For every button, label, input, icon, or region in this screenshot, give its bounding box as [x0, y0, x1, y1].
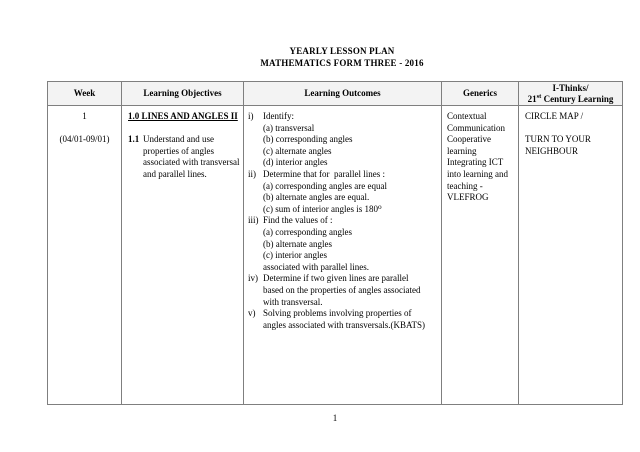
outcome-item-v — [248, 308, 439, 331]
objective-item — [128, 134, 241, 180]
spacer-line — [50, 123, 119, 135]
generics-cell: Contextual Communication Cooperative learning Integrating ICT into learning and teaching - VLEFROG — [442, 106, 519, 405]
objective-item-number: 1.1 — [128, 134, 140, 145]
title-line-1: YEARLY LESSON PLAN — [289, 46, 395, 56]
outcome-marker-v: v) — [248, 308, 256, 319]
outcome-item-iv — [248, 273, 439, 308]
header-learning-outcomes: Learning Outcomes — [244, 82, 442, 106]
header-week: Week — [48, 82, 122, 106]
outcome-item-ii — [248, 169, 439, 215]
table-header-row — [48, 82, 623, 106]
lesson-plan-table — [47, 81, 623, 405]
header-learning-objectives: Learning Objectives — [122, 82, 244, 106]
header-ithinks — [519, 82, 623, 106]
objective-item-text: Understand and use properties of angles associated with transversal and parallel lines. — [143, 134, 240, 179]
outcome-text-iv: Determine if two given lines are parallel based on the properties of angles associated with transversal. — [263, 273, 421, 307]
outcome-text-i: Identify: (a) transversal (b) corresponding angles (c) alternate angles (d) interior angles — [263, 111, 353, 168]
week-cell — [48, 106, 122, 405]
header-ithinks-line2: 21st Century Learning — [527, 92, 614, 104]
week-dates: (04/01-09/01) — [59, 134, 110, 145]
outcome-marker-ii: ii) — [248, 168, 256, 179]
page-title — [54, 45, 630, 69]
table-row-week1 — [48, 106, 623, 405]
objectives-topic-heading: 1.0 LINES AND ANGLES II — [128, 111, 238, 121]
header-generics: Generics — [442, 82, 519, 106]
week-number: 1 — [82, 111, 87, 121]
outcome-marker-iv: iv) — [248, 273, 258, 284]
outcome-item-i — [248, 111, 439, 169]
outcome-item-iii — [248, 215, 439, 273]
outcome-text-iii: Find the values of : (a) corresponding angles (b) alternate angles (c) interior angles associated with parallel lines. — [263, 215, 369, 272]
header-ithinks-line1: I-Thinks/ — [552, 83, 589, 93]
ithinks-cell: CIRCLE MAP / TURN TO YOUR NEIGHBOUR — [519, 106, 623, 405]
outcome-marker-i: i) — [248, 111, 254, 121]
outcome-text-v: Solving problems involving properties of angles associated with transversals.(KBATS) — [263, 308, 425, 330]
outcome-marker-iii: iii) — [248, 215, 259, 226]
ordinal-superscript: st — [536, 92, 542, 100]
learning-objectives-cell — [122, 106, 244, 405]
outcome-text-ii: Determine that for parallel lines : (a) corresponding angles are equal (b) alternate angles are equal. (c) sum of interior angles is 180⁰ — [263, 168, 387, 214]
page-number: 1 — [332, 413, 338, 423]
learning-outcomes-cell — [244, 106, 442, 405]
title-line-2: MATHEMATICS FORM THREE - 2016 — [260, 58, 424, 68]
